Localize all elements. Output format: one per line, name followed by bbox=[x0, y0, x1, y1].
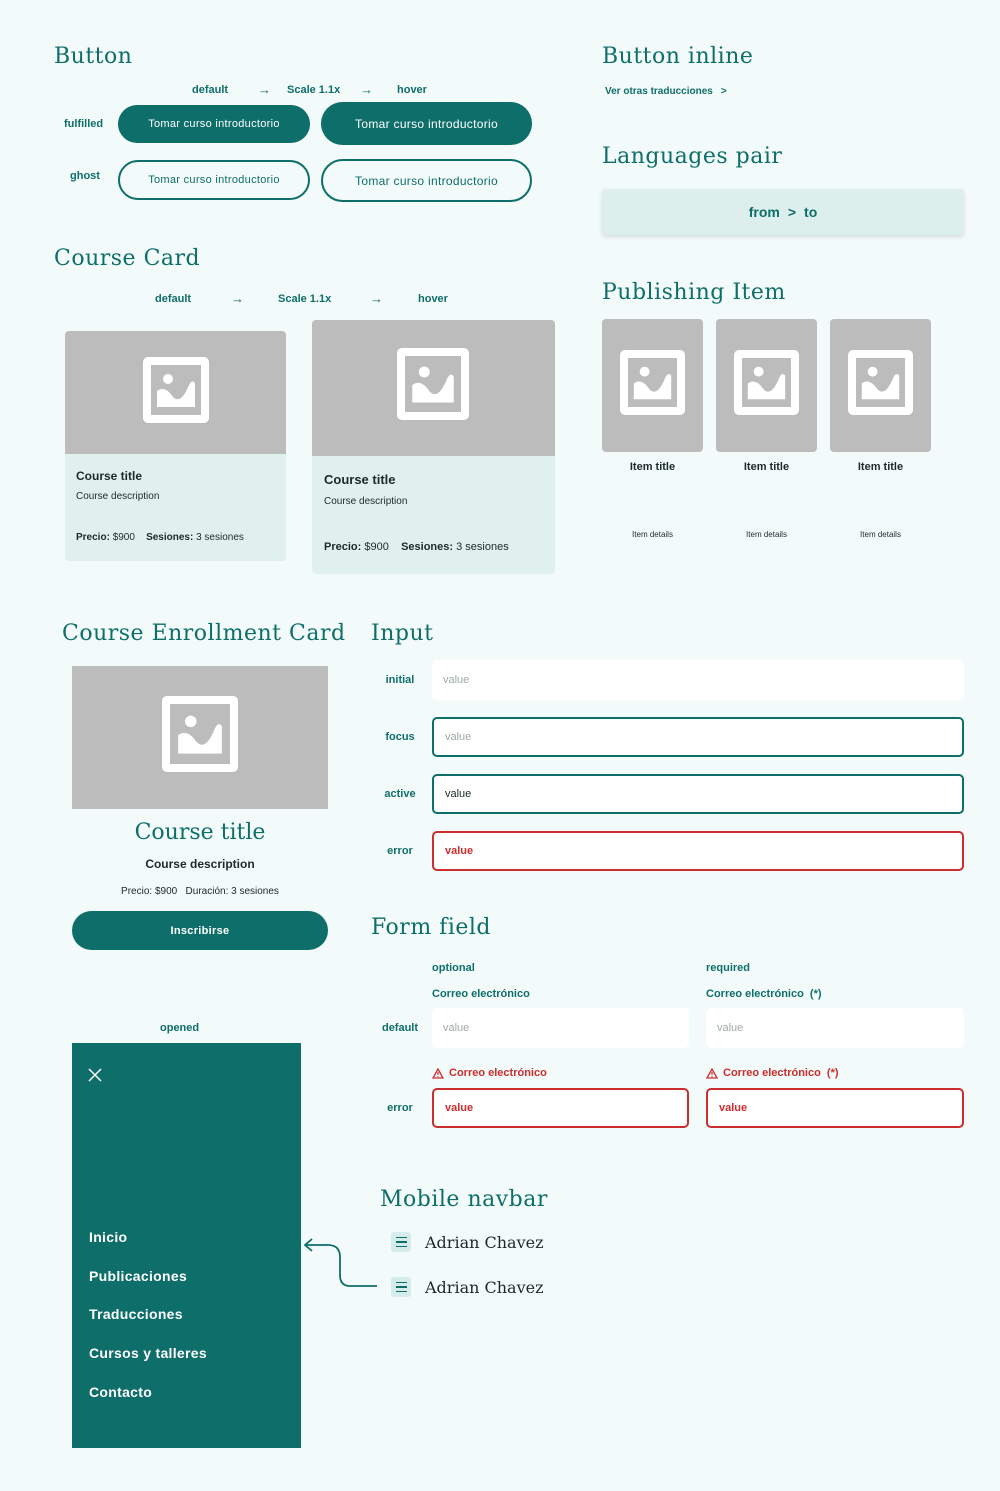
enroll-button[interactable]: Inscribirse bbox=[72, 911, 328, 950]
form-error-label-required bbox=[706, 1067, 839, 1079]
publishing-item-details: Item details bbox=[746, 530, 787, 539]
form-field-section-title: Form field bbox=[371, 915, 491, 940]
hamburger-icon[interactable] bbox=[391, 1277, 411, 1297]
course-card-default[interactable] bbox=[65, 331, 286, 561]
form-col-optional: optional bbox=[432, 962, 475, 974]
sessions-label: Sesiones: bbox=[146, 532, 194, 543]
enrollment-image bbox=[72, 666, 328, 809]
publishing-item-title-text: Item title bbox=[743, 461, 790, 473]
sessions-value: 3 sesiones bbox=[456, 541, 509, 553]
email-field-required[interactable]: value bbox=[706, 1008, 964, 1048]
error-label-text: Correo electrónico bbox=[449, 1067, 547, 1079]
publishing-item-details: Item details bbox=[632, 530, 673, 539]
price-label: Precio: bbox=[76, 532, 110, 543]
input-state-label: error bbox=[387, 845, 413, 857]
card-description: Course description bbox=[76, 491, 160, 502]
arrow-right-icon: → bbox=[360, 82, 373, 97]
button-section-title: Button bbox=[54, 44, 133, 69]
hamburger-icon[interactable] bbox=[391, 1232, 411, 1252]
card-meta bbox=[324, 541, 509, 553]
input-section-title: Input bbox=[371, 621, 434, 646]
card-state-default: default bbox=[155, 293, 192, 305]
email-field-optional[interactable]: value bbox=[432, 1008, 689, 1048]
card-title: Course title bbox=[324, 472, 396, 487]
fulfilled-button-hover[interactable]: Tomar curso introductorio bbox=[321, 102, 532, 145]
inline-button[interactable] bbox=[605, 86, 727, 97]
enrollment-section-title: Course Enrollment Card bbox=[62, 621, 346, 646]
course-card-title: Course Card bbox=[54, 246, 201, 271]
publishing-item-image[interactable] bbox=[716, 319, 817, 452]
price-label: Precio: bbox=[324, 541, 362, 553]
mobile-navbar-opened bbox=[391, 1232, 544, 1252]
arrow-right-icon: → bbox=[258, 82, 271, 97]
chevron-right-icon: > bbox=[787, 204, 797, 220]
menu-item-publicaciones[interactable]: Publicaciones bbox=[89, 1268, 188, 1284]
language-from: from bbox=[748, 204, 780, 220]
navbar-brand-name: Adrian Chavez bbox=[425, 1277, 544, 1297]
menu-state-label: opened bbox=[160, 1022, 200, 1034]
sessions-value: 3 sesiones bbox=[196, 532, 244, 543]
card-meta bbox=[76, 532, 244, 543]
enrollment-course-title: Course title bbox=[134, 820, 266, 845]
form-col-required: required bbox=[706, 962, 751, 974]
mobile-navbar-closed bbox=[391, 1277, 544, 1297]
enrollment-meta bbox=[72, 886, 328, 897]
input-active[interactable]: value bbox=[432, 774, 964, 814]
menu-item-traducciones[interactable]: Traducciones bbox=[89, 1306, 183, 1322]
languages-pair-selector[interactable] bbox=[602, 189, 964, 235]
image-placeholder-icon bbox=[620, 350, 685, 415]
input-state-label: active bbox=[384, 788, 416, 800]
card-description: Course description bbox=[324, 496, 408, 507]
price-value: $900 bbox=[112, 532, 135, 543]
button-inline-title: Button inline bbox=[602, 44, 754, 69]
image-placeholder-icon bbox=[848, 350, 913, 415]
arrow-right-icon: → bbox=[370, 291, 383, 306]
publishing-item-image[interactable] bbox=[830, 319, 931, 452]
mobile-navbar-title: Mobile navbar bbox=[380, 1187, 548, 1212]
button-state-hover: hover bbox=[397, 84, 427, 96]
chevron-right-icon: > bbox=[720, 86, 727, 97]
warning-icon bbox=[706, 1068, 718, 1079]
button-row-ghost: ghost bbox=[70, 170, 100, 182]
enrollment-course-description: Course description bbox=[145, 857, 255, 871]
course-card-hover[interactable] bbox=[312, 320, 555, 574]
sessions-label: Sesiones: bbox=[401, 541, 454, 553]
button-state-default: default bbox=[192, 84, 229, 96]
language-to: to bbox=[804, 204, 818, 220]
input-initial[interactable]: value bbox=[432, 660, 964, 700]
input-state-label: focus bbox=[385, 731, 415, 743]
publishing-item-title: Publishing Item bbox=[602, 280, 786, 305]
publishing-item-title-text: Item title bbox=[857, 461, 904, 473]
email-field-required-error[interactable]: value bbox=[706, 1088, 964, 1128]
error-label-text: Correo electrónico (*) bbox=[723, 1067, 839, 1079]
warning-icon bbox=[432, 1068, 444, 1079]
card-state-scale: Scale 1.1x bbox=[278, 293, 332, 305]
email-field-optional-error[interactable]: value bbox=[432, 1088, 689, 1128]
close-icon[interactable] bbox=[88, 1068, 102, 1082]
form-row-default: default bbox=[381, 1022, 419, 1034]
card-title: Course title bbox=[76, 469, 143, 483]
enrollment-duration: Duración: 3 sesiones bbox=[185, 886, 279, 897]
ghost-button-default[interactable]: Tomar curso introductorio bbox=[118, 160, 310, 200]
menu-item-cursos[interactable]: Cursos y talleres bbox=[89, 1345, 207, 1361]
menu-item-contacto[interactable]: Contacto bbox=[89, 1384, 153, 1400]
curved-arrow-icon bbox=[300, 1235, 380, 1290]
enrollment-price: Precio: $900 bbox=[121, 886, 178, 897]
arrow-right-icon: → bbox=[231, 291, 244, 306]
image-placeholder-icon bbox=[162, 696, 238, 772]
publishing-item-title-text: Item title bbox=[629, 461, 676, 473]
input-state-label: initial bbox=[385, 674, 415, 686]
button-row-fulfilled: fulfilled bbox=[64, 118, 104, 130]
inline-button-label: Ver otras traducciones bbox=[605, 86, 713, 97]
form-label-optional: Correo electrónico bbox=[432, 988, 530, 1000]
languages-pair-title: Languages pair bbox=[602, 144, 783, 169]
form-label-required: Correo electrónico (*) bbox=[706, 988, 822, 1000]
form-row-error: error bbox=[387, 1102, 413, 1114]
ghost-button-hover[interactable]: Tomar curso introductorio bbox=[321, 159, 532, 202]
image-placeholder-icon bbox=[734, 350, 799, 415]
form-error-label-optional bbox=[432, 1067, 547, 1079]
card-state-hover: hover bbox=[418, 293, 448, 305]
publishing-item-image[interactable] bbox=[602, 319, 703, 452]
publishing-item-details: Item details bbox=[860, 530, 901, 539]
card-image bbox=[312, 320, 555, 456]
image-placeholder-icon bbox=[397, 348, 469, 420]
menu-item-inicio[interactable]: Inicio bbox=[89, 1229, 128, 1245]
input-error[interactable]: value bbox=[432, 831, 964, 871]
price-value: $900 bbox=[364, 541, 389, 553]
card-image bbox=[65, 331, 286, 454]
fulfilled-button-default[interactable]: Tomar curso introductorio bbox=[118, 105, 310, 143]
input-focus[interactable]: value bbox=[432, 717, 964, 757]
button-state-scale: Scale 1.1x bbox=[287, 84, 341, 96]
navbar-brand-name: Adrian Chavez bbox=[425, 1232, 544, 1252]
image-placeholder-icon bbox=[143, 357, 209, 423]
